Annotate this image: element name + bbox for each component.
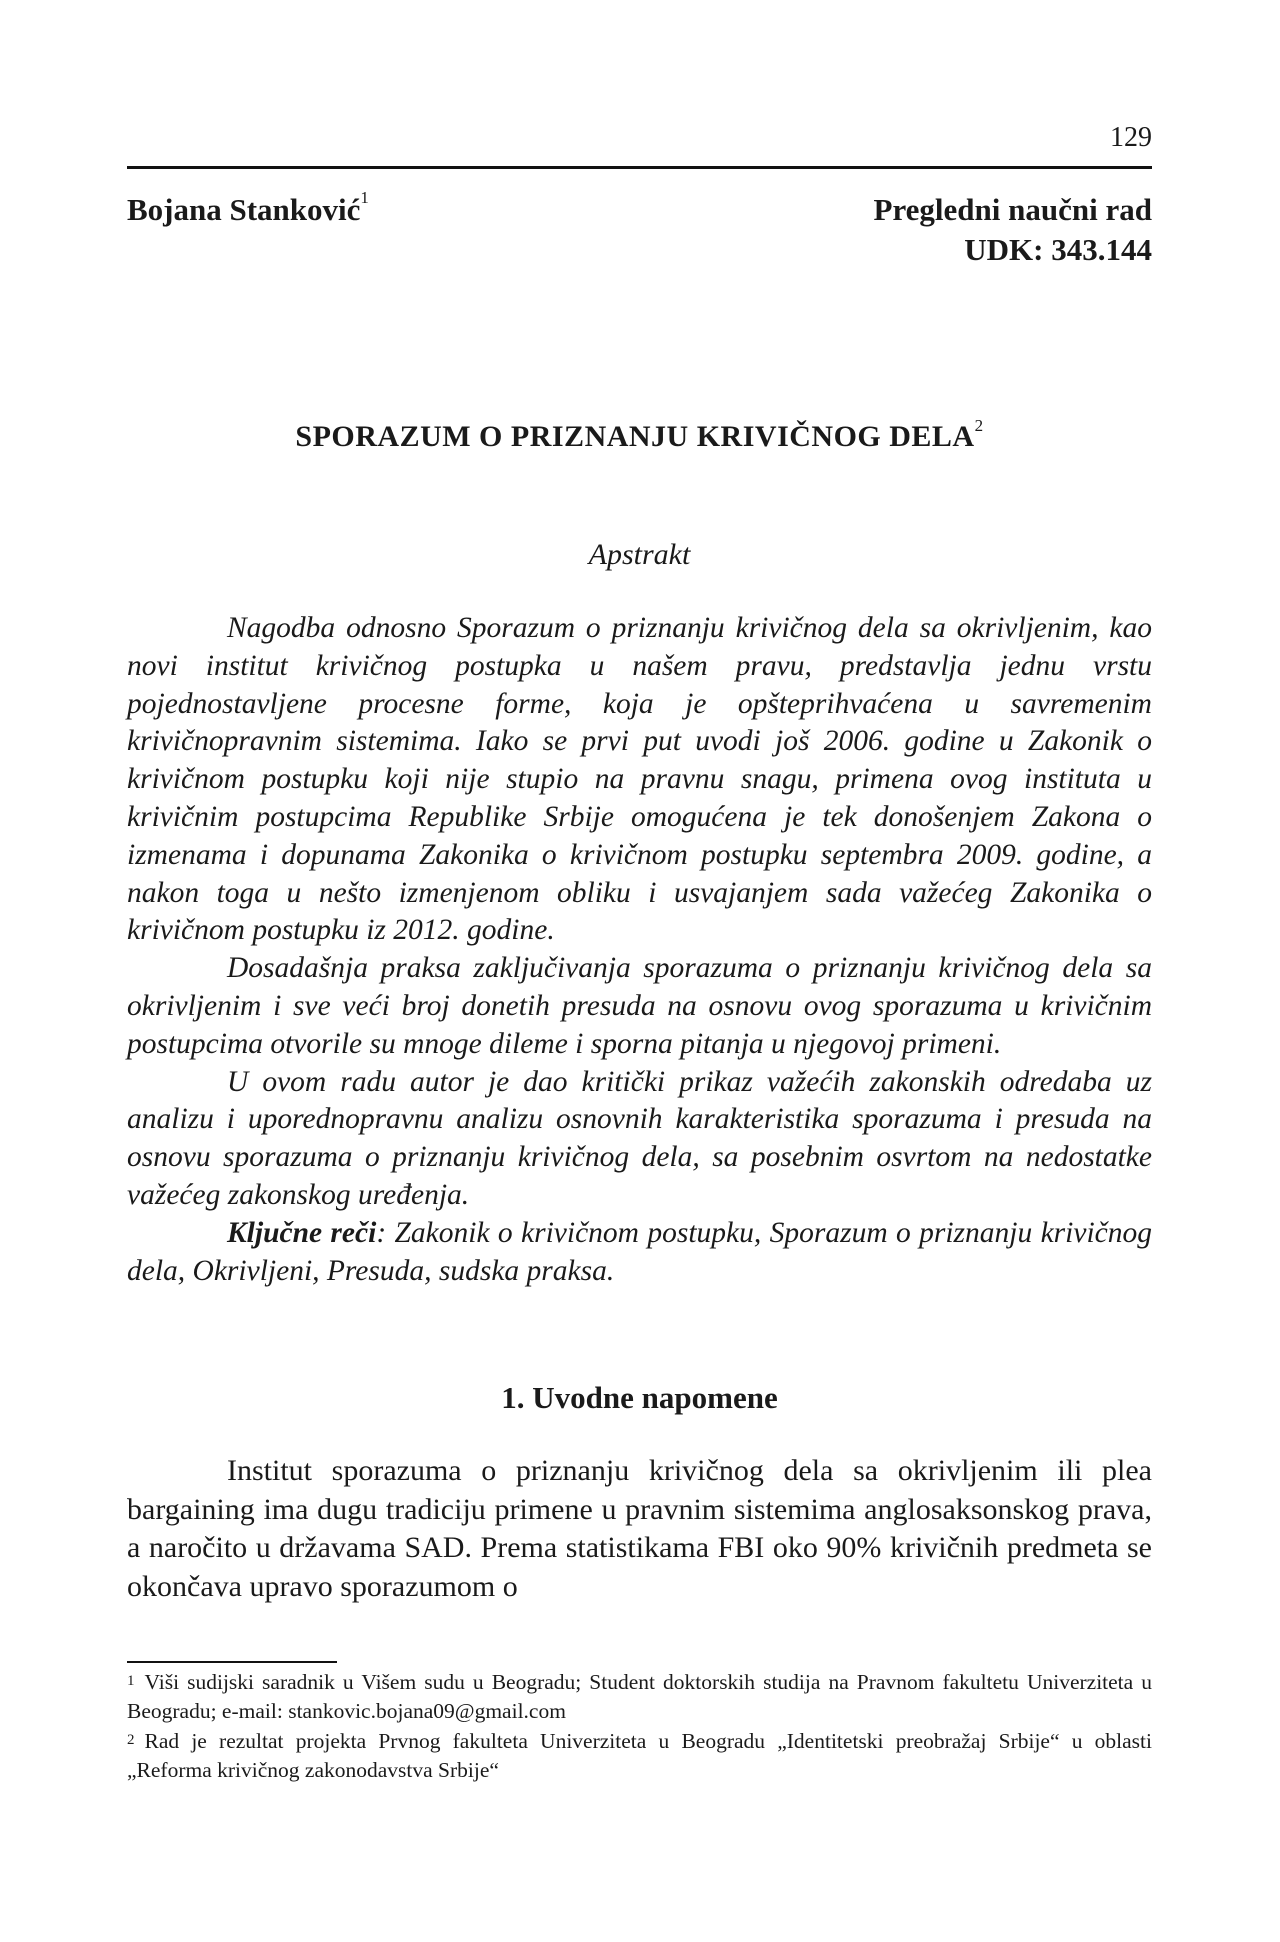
footnote-2 <box>127 1727 1152 1784</box>
keywords <box>127 1215 1152 1291</box>
keywords-label: Ključne reči <box>227 1216 377 1249</box>
footnote-rule <box>127 1661 337 1663</box>
abstract-body <box>127 610 1152 1290</box>
header-rule <box>127 166 1152 169</box>
udk-code: UDK: 343.144 <box>964 232 1152 267</box>
keywords-list: : Zakonik o krivičnom postupku, Sporazum o priznanju krivičnog dela, Okrivljeni, Presuda, sudska praksa. <box>127 1216 1152 1287</box>
footnote-2-text: Rad je rezultat projekta Prvnog fakulteta Univerziteta u Beogradu „Identitetski preobražaj Srbije“ u oblasti „Reforma krivičnog zakonodavstva Srbije“ <box>127 1729 1152 1782</box>
section-heading: 1. Uvodne napomene <box>501 1380 778 1415</box>
paper-title <box>127 416 1152 454</box>
abstract-heading: Apstrakt <box>588 538 691 571</box>
title-footnote-ref[interactable]: 2 <box>974 416 984 435</box>
page-number: 129 <box>1110 122 1152 153</box>
footnote-1-text: Viši sudijski saradnik u Višem sudu u Beogradu; Student doktorskih studija na Pravnom fakultetu Univerziteta u Beogradu; e-mail: stankovic.bojana09@gmail.com <box>127 1670 1152 1723</box>
paper-type: Pregledni naučni rad <box>873 192 1152 227</box>
footnote-2-number: 2 <box>127 1732 135 1748</box>
document-page <box>127 0 1152 1942</box>
paper-title-text: SPORAZUM O PRIZNANJU KRIVIČNOG DELA <box>295 420 975 453</box>
abstract-paragraph-1: Nagodba odnosno Sporazum o priznanju krivičnog dela sa okrivljenim, kao novi institut krivičnog postupka u našem pravu, predstavlja jednu vrstu pojednostavljene procesne forme, koja je opšteprihvaćena u savremenim krivičnopravnim sistemima. Iako se prvi put uvodi još 2006. godine u Zakonik o krivičnom postupku koji nije stupio na pravnu snagu, primena ovog instituta u krivičnim postupcima Republike Srbije omogućena je tek donošenjem Zakona o izmenama i dopunama Zakonika o krivičnom postupku septembra 2009. godine, a nakon toga u nešto izmenjenom obliku i usvajanjem sada važećeg Zakonika o krivičnom postupku iz 2012. godine. <box>127 612 1152 947</box>
abstract-paragraph-2: Dosadašnja praksa zaključivanja sporazuma o priznanju krivičnog dela sa okrivljenim i sve veći broj donetih presuda na osnovu ovog sporazuma u krivičnim postupcima otvorile su mnoge dileme i sporna pitanja u njegovoj primeni. <box>127 952 1152 1060</box>
author-name <box>127 188 369 228</box>
body-paragraph: Institut sporazuma o priznanju krivičnog dela sa okrivljenim ili plea bargaining ima dugu tradiciju primene u pravnim sistemima anglosaksonskog prava, a naročito u državama SAD. Prema statistikama FBI oko 90% krivičnih predmeta se okončava upravo sporazumom o <box>127 1454 1152 1603</box>
footnotes <box>127 1668 1152 1786</box>
footnote-1 <box>127 1668 1152 1725</box>
footnote-1-number: 1 <box>127 1673 135 1689</box>
author-footnote-ref[interactable]: 1 <box>360 188 369 207</box>
body-text <box>127 1452 1152 1606</box>
author-name-text: Bojana Stanković <box>127 192 361 227</box>
abstract-paragraph-3: U ovom radu autor je dao kritički prikaz važećih zakonskih odredaba uz analizu i uporednopravnu analizu osnovnih karakteristika sporazuma i presuda na osnovu sporazuma o priznanju krivičnog dela, sa posebnim osvrtom na nedostatke važećeg zakonskog uređenja. <box>127 1065 1152 1211</box>
